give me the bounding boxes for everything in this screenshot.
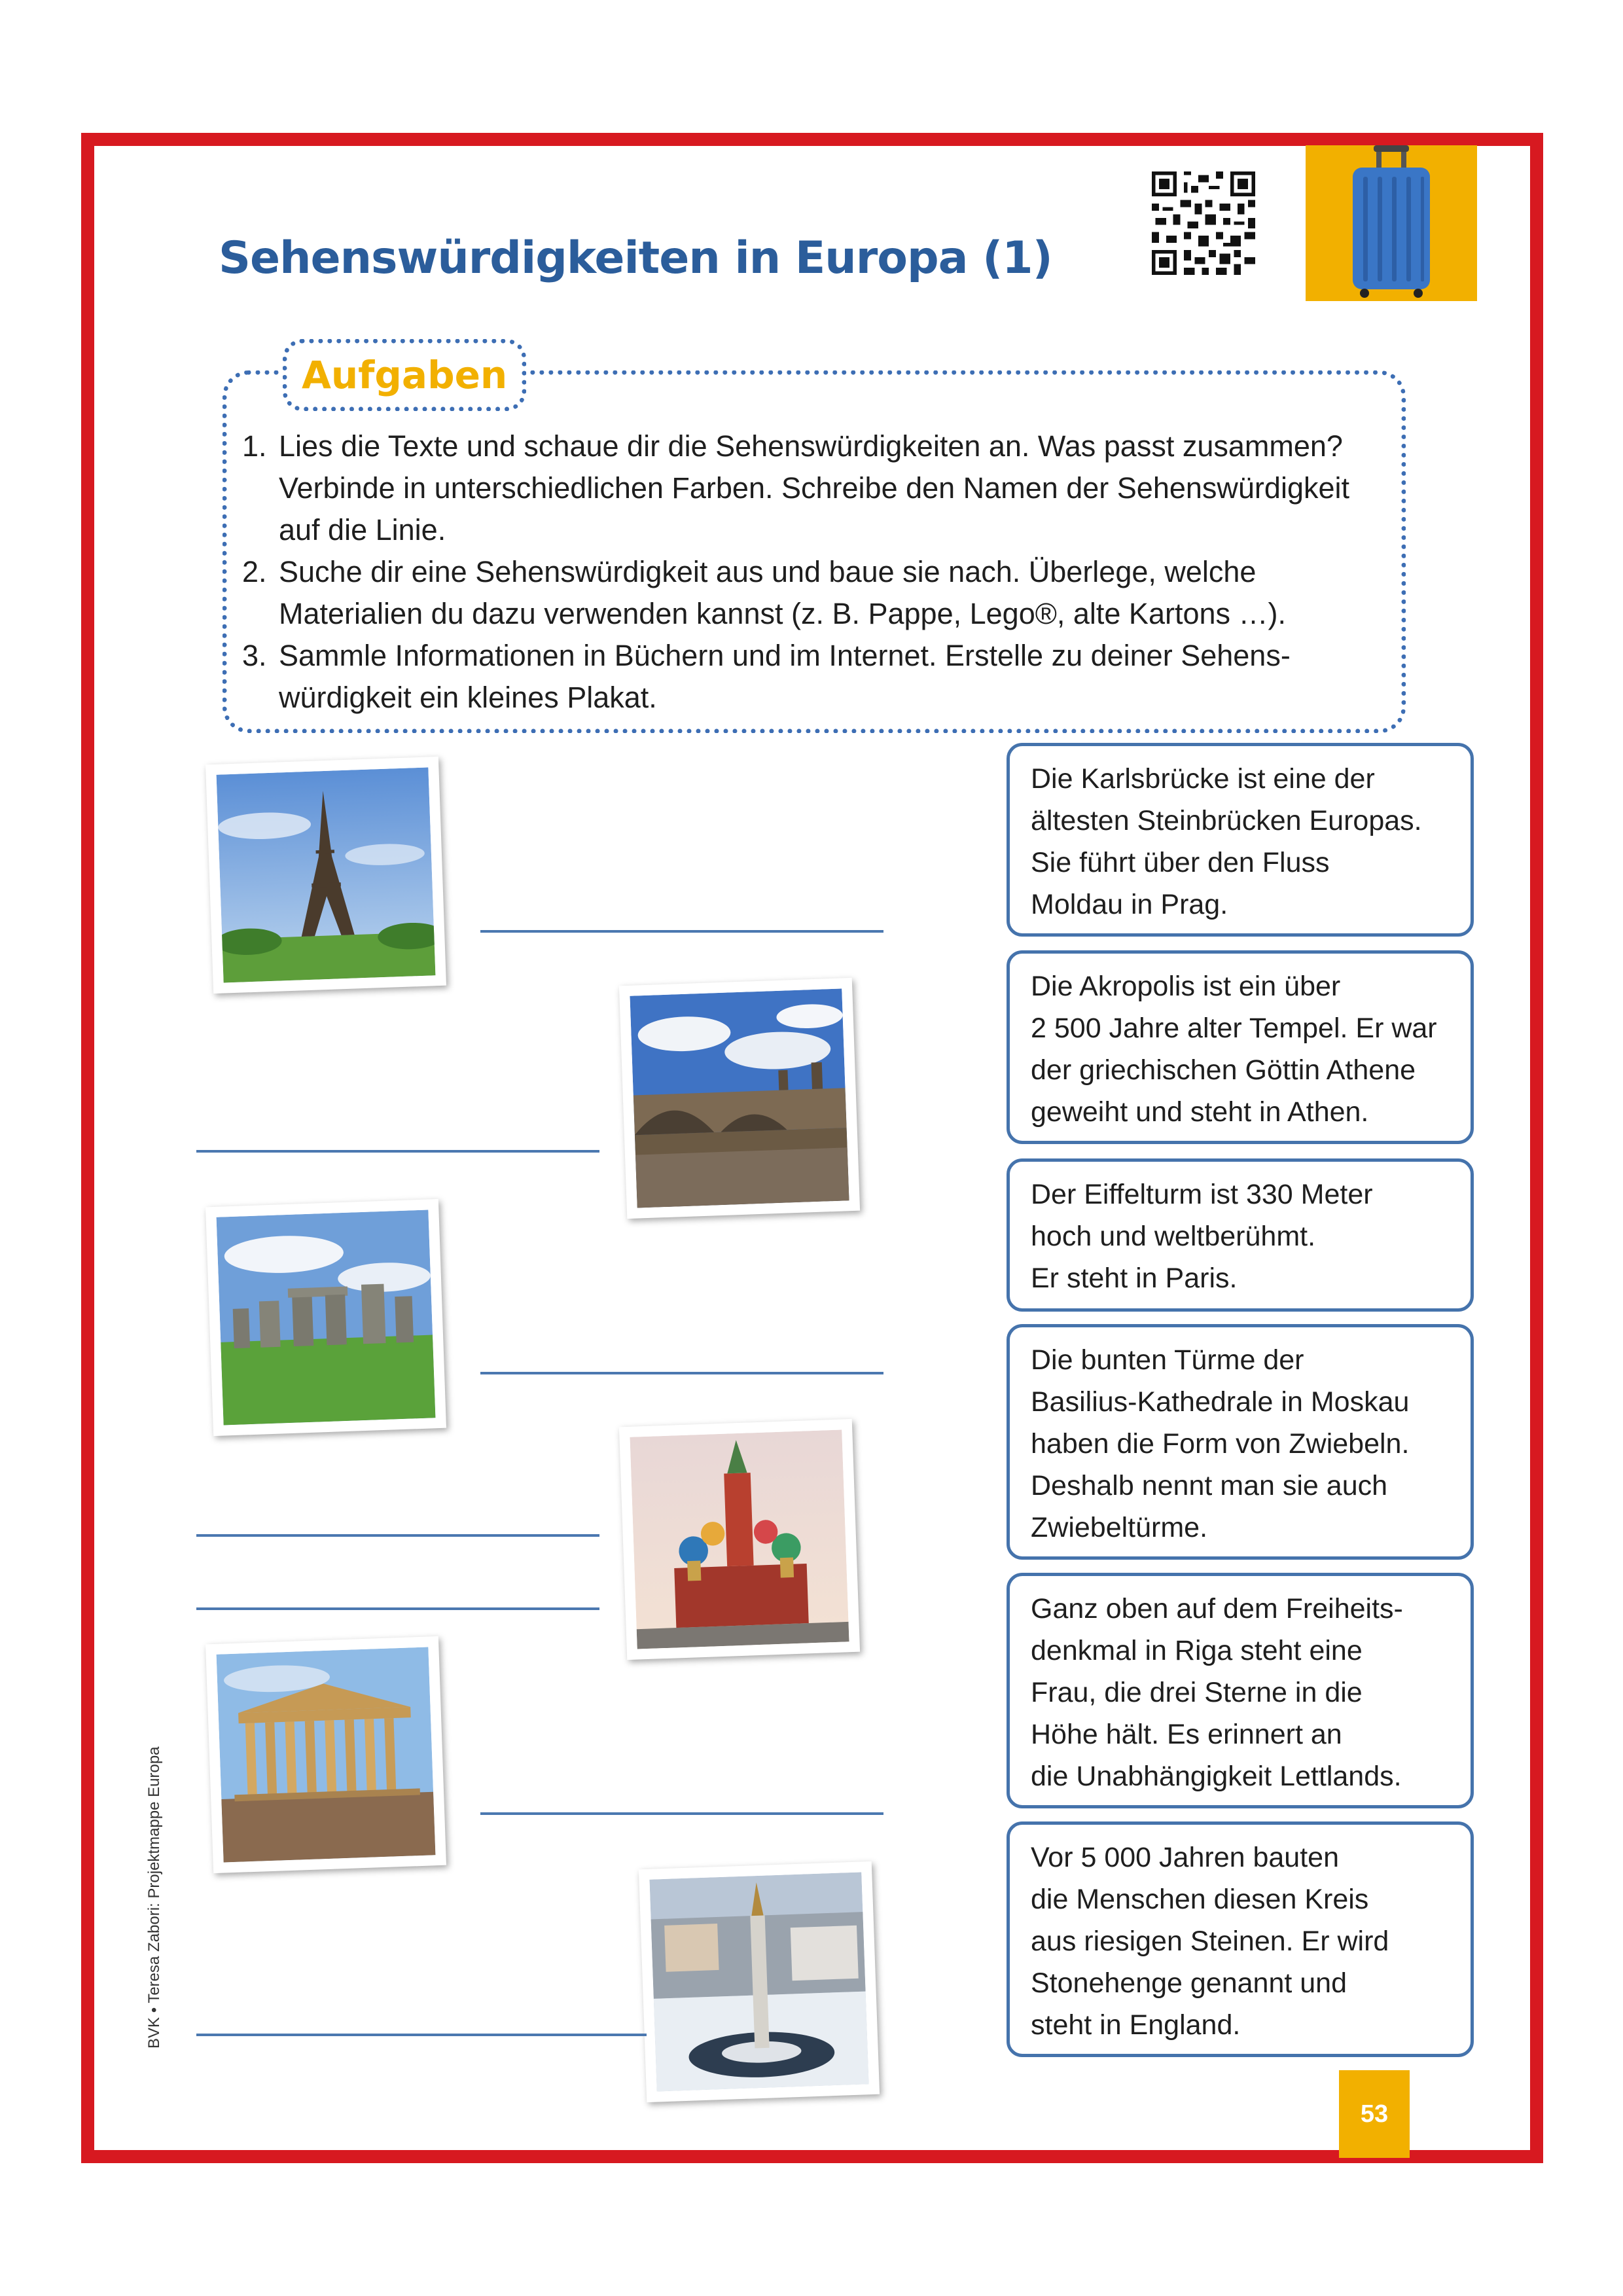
photo-st-basils-cathedral bbox=[619, 1419, 860, 1660]
answer-line[interactable] bbox=[480, 1372, 883, 1374]
description-card-akropolis: Die Akropolis ist ein über 2 500 Jahre alter Tempel. Er war der griechischen Göttin Athene geweiht und steht in Athen. bbox=[1007, 950, 1474, 1144]
answer-line[interactable] bbox=[196, 2034, 647, 2036]
answer-line[interactable] bbox=[196, 1534, 599, 1537]
description-card-stonehenge: Vor 5 000 Jahren bauten die Menschen diesen Kreis aus riesigen Steinen. Er wird Stonehenge genannt und steht in England. bbox=[1007, 1821, 1474, 2057]
description-card-basilius-kathedrale: Die bunten Türme der Basilius-Kathedrale in Moskau haben die Form von Zwiebeln. Deshalb nennt man sie auch Zwiebeltürme. bbox=[1007, 1324, 1474, 1560]
answer-line[interactable] bbox=[480, 1812, 883, 1815]
photo-freedom-monument-riga bbox=[639, 1861, 880, 2102]
answer-line[interactable] bbox=[480, 930, 883, 933]
answer-line[interactable] bbox=[196, 1150, 599, 1153]
photo-acropolis bbox=[205, 1636, 446, 1873]
tasks-heading: Aufgaben bbox=[283, 339, 526, 411]
publisher-credit: BVK • Teresa Zabori: Projektmappe Europa bbox=[145, 1746, 163, 2049]
task-item: 1. Lies die Texte und schaue dir die Sehenswürdigkeiten an. Was passt zusammen? Verbinde in unterschiedlichen Farben. Schreibe den Namen der Sehenswürdigkeit auf die Linie. bbox=[242, 429, 1349, 547]
page-number: 53 bbox=[1339, 2070, 1410, 2158]
photo-charles-bridge bbox=[619, 978, 860, 1219]
task-list bbox=[242, 425, 1381, 719]
task-item: 2. Suche dir eine Sehenswürdigkeit aus und baue sie nach. Überlege, welche Materialien du dazu verwenden kannst (z. B. Pappe, Lego®, alte Kartons …). bbox=[242, 555, 1287, 630]
suitcase-illustration bbox=[1306, 145, 1477, 301]
page-title: Sehenswürdigkeiten in Europa (1) bbox=[219, 232, 1052, 284]
description-card-freiheitsdenkmal: Ganz oben auf dem Freiheits- denkmal in Riga steht eine Frau, die drei Sterne in die Höhe hält. Es erinnert an die Unabhängigkeit Lettlands. bbox=[1007, 1573, 1474, 1808]
description-card-karlsbruecke: Die Karlsbrücke ist eine der ältesten Steinbrücken Europas. Sie führt über den Fluss Moldau in Prag. bbox=[1007, 743, 1474, 937]
task-item: 3. Sammle Informationen in Büchern und im Internet. Erstelle zu deiner Sehens- würdigkeit ein kleines Plakat. bbox=[242, 639, 1291, 714]
answer-line[interactable] bbox=[196, 1607, 599, 1610]
qr-code-icon bbox=[1152, 171, 1255, 275]
photo-eiffel-tower bbox=[205, 757, 446, 994]
photo-stonehenge bbox=[205, 1199, 446, 1436]
description-card-eiffelturm: Der Eiffelturm ist 330 Meter hoch und weltberühmt. Er steht in Paris. bbox=[1007, 1158, 1474, 1312]
suitcase-icon bbox=[1306, 145, 1477, 301]
